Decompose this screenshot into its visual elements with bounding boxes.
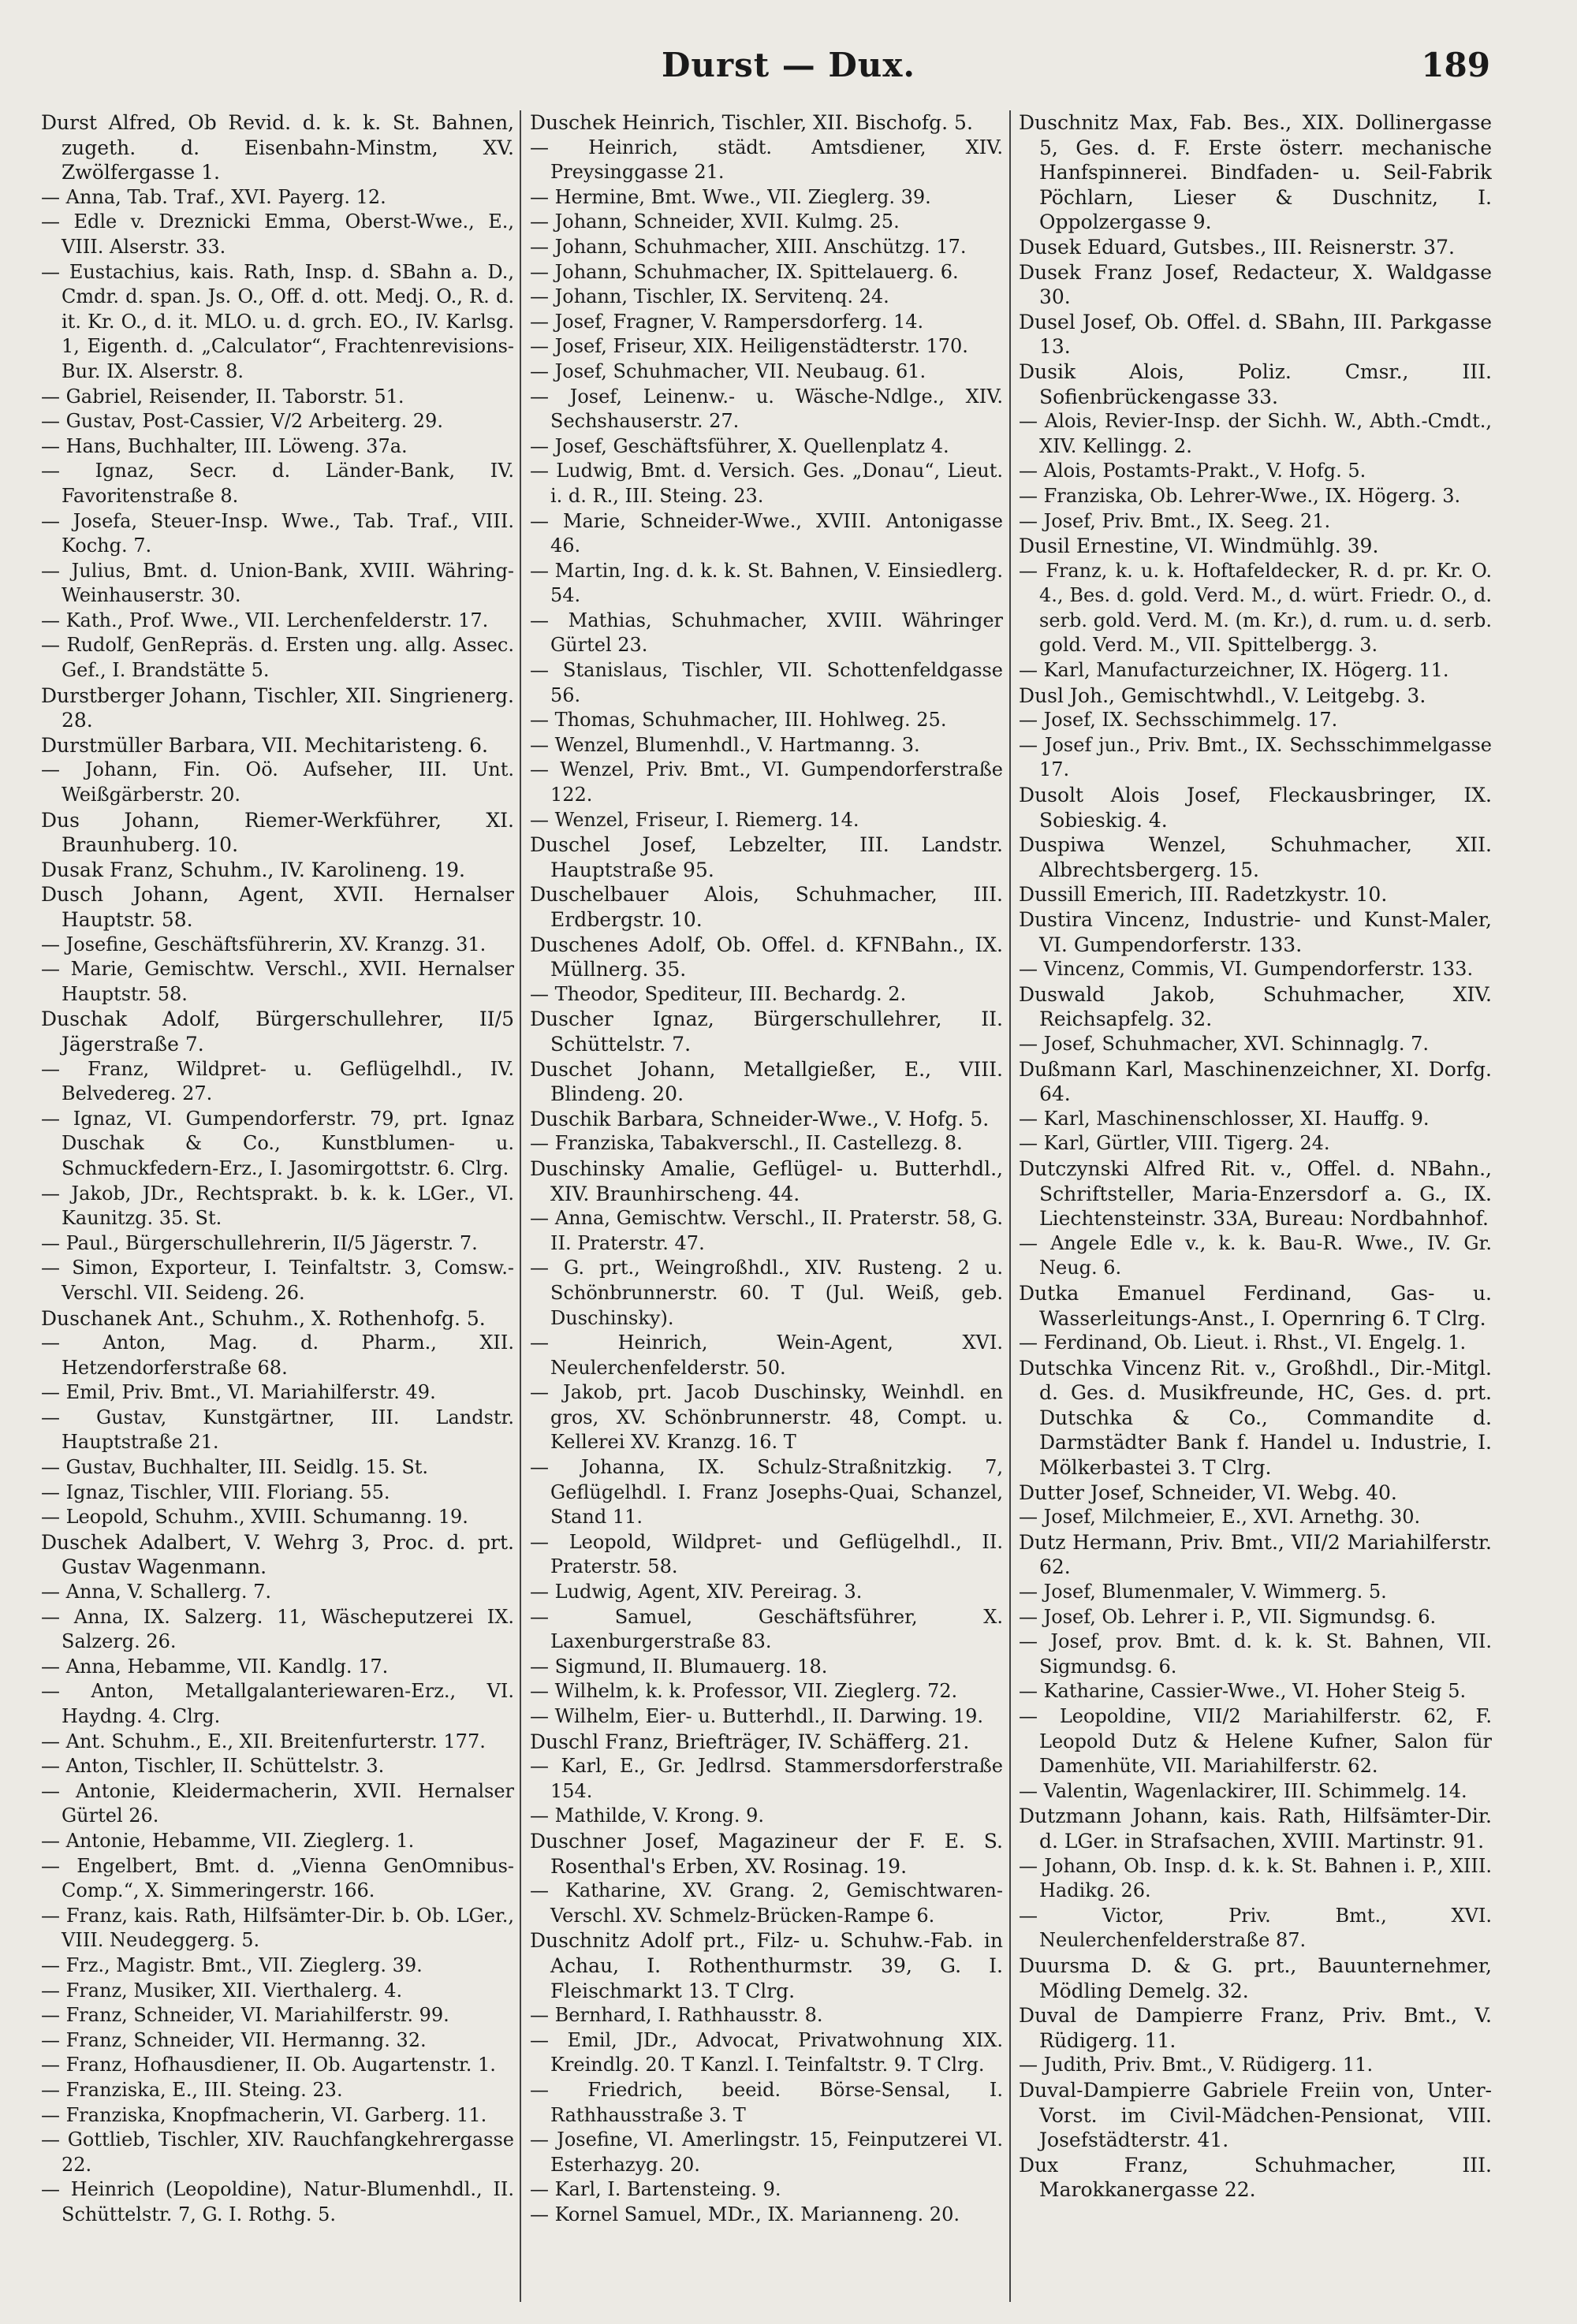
directory-entry: — Josefine, Geschäftsführerin, XV. Kranzg. 31. bbox=[41, 933, 487, 955]
directory-entry: — Antonie, Kleidermacherin, XVII. Hernalser Gürtel 26. bbox=[41, 1779, 514, 1827]
directory-entry: Dutz Hermann, Priv. Bmt., VII/2 Mariahilferstr. 62. bbox=[1019, 1530, 1492, 1579]
directory-entry: — Franziska, E., III. Steing. 23. bbox=[41, 2078, 343, 2101]
directory-entry: — Frz., Magistr. Bmt., VII. Zieglerg. 39. bbox=[41, 1953, 423, 1976]
directory-entry: Duursma D. & G. prt., Bauunternehmer, Mödling Demelg. 32. bbox=[1019, 1953, 1492, 2002]
directory-entry: — Anna, Gemischtw. Verschl., II. Praterstr. 58, G. II. Praterstr. 47. bbox=[530, 1207, 1003, 1254]
directory-entry: — Franz, Musiker, XII. Vierthalerg. 4. bbox=[41, 1979, 403, 2002]
directory-entry: — Gabriel, Reisender, II. Taborstr. 51. bbox=[41, 385, 405, 408]
directory-entry: Dusl Joh., Gemischtwhdl., V. Leitgebg. 3. bbox=[1019, 683, 1426, 707]
directory-entry: — Katharine, XV. Grang. 2, Gemischtwaren-Verschl. XV. Schmelz-Brücken-Rampe 6. bbox=[530, 1879, 1003, 1927]
directory-entry: Duval-Dampierre Gabriele Freiin von, Unter-Vorst. im Civil-Mädchen-Pensionat, VIII. Josefstädterstr. 41. bbox=[1019, 2078, 1492, 2152]
directory-entry: — Martin, Ing. d. k. k. St. Bahnen, V. Einsiedlerg. 54. bbox=[530, 559, 1003, 607]
directory-entry: — Samuel, Geschäftsführer, X. Laxenburgerstraße 83. bbox=[530, 1605, 1003, 1653]
directory-entry: — Paul., Bürgerschullehrerin, II/5 Jägerstr. 7. bbox=[41, 1231, 478, 1254]
directory-entry: — Mathilde, V. Krong. 9. bbox=[530, 1804, 765, 1827]
directory-entry: — Emil, Priv. Bmt., VI. Mariahilferstr. 49. bbox=[41, 1381, 436, 1404]
directory-entry: Duschelbauer Alois, Schuhmacher, III. Erdbergstr. 10. bbox=[530, 883, 1003, 931]
directory-entry: — Johann, Tischler, IX. Servitenq. 24. bbox=[530, 285, 889, 308]
directory-entry: — Gustav, Post-Cassier, V/2 Arbeiterg. 29. bbox=[41, 410, 443, 433]
directory-entry: — Josef, Friseur, XIX. Heiligenstädterstr. 170. bbox=[530, 335, 968, 358]
directory-entry: — Wilhelm, Eier- u. Butterhdl., II. Darwing. 19. bbox=[530, 1705, 984, 1727]
directory-entry: — Josef, Milchmeier, E., XVI. Arnethg. 30. bbox=[1019, 1506, 1421, 1529]
directory-entry: Dutka Emanuel Ferdinand, Gas- u. Wasserleitungs-Anst., I. Opernring 6. T Clrg. bbox=[1019, 1281, 1492, 1330]
directory-entry: — Katharine, Cassier-Wwe., VI. Hoher Steig 5. bbox=[1019, 1680, 1467, 1703]
directory-entry: — Johann, Schuhmacher, XIII. Anschützg. 17. bbox=[530, 235, 967, 258]
directory-entry: Duval de Dampierre Franz, Priv. Bmt., V. Rüdigerg. 11. bbox=[1019, 2004, 1492, 2052]
directory-entry: Dutter Josef, Schneider, VI. Webg. 40. bbox=[1019, 1480, 1397, 1504]
directory-entry: — Wenzel, Friseur, I. Riemerg. 14. bbox=[530, 808, 859, 831]
directory-entry: Duschnitz Max, Fab. Bes., XIX. Dollinergasse 5, Ges. d. F. Erste österr. mechanische Hanfspinnerei. Bindfaden- u. Seil-Fabrik Pöchlarn, Lieser & Duschnitz, I. Oppolzergasse 9. bbox=[1019, 111, 1492, 234]
directory-entry: Duschel Josef, Lebzelter, III. Landstr. Hauptstraße 95. bbox=[530, 833, 1003, 881]
directory-entry: Duschek Adalbert, V. Wehrg 3, Proc. d. prt. Gustav Wagenmann. bbox=[41, 1530, 514, 1579]
directory-entry: — Franz, kais. Rath, Hilfsämter-Dir. b. Ob. LGer., VIII. Neudeggerg. 5. bbox=[41, 1904, 514, 1952]
directory-entry: — Marie, Gemischtw. Verschl., XVII. Hernalser Hauptstr. 58. bbox=[41, 958, 514, 1005]
directory-entry: — Judith, Priv. Bmt., V. Rüdigerg. 11. bbox=[1019, 2054, 1374, 2076]
directory-entry: — Kath., Prof. Wwe., VII. Lerchenfelderstr. 17. bbox=[41, 609, 489, 631]
directory-entry: — G. prt., Weingroßhdl., XIV. Rusteng. 2 u. Schönbrunnerstr. 60. T (Jul. Weiß, geb. Duschinsky). bbox=[530, 1257, 1003, 1329]
column-divider bbox=[1009, 110, 1011, 2302]
directory-entry: — Kornel Samuel, MDr., IX. Marianneng. 20. bbox=[530, 2203, 960, 2225]
directory-entry: — Hermine, Bmt. Wwe., VII. Zieglerg. 39. bbox=[530, 185, 931, 208]
directory-entry: Dutzmann Johann, kais. Rath, Hilfsämter-Dir. d. LGer. in Strafsachen, XVIII. Martinstr. 91. bbox=[1019, 1804, 1492, 1853]
directory-entry: Duschanek Ant., Schuhm., X. Rothenhofg. 5. bbox=[41, 1306, 486, 1330]
directory-entry: Duschet Johann, Metallgießer, E., VIII. Blindeng. 20. bbox=[530, 1057, 1003, 1106]
directory-entry: — Friedrich, beeid. Börse-Sensal, I. Rathhausstraße 3. T bbox=[530, 2078, 1003, 2126]
directory-entry: — Wilhelm, k. k. Professor, VII. Zieglerg. 72. bbox=[530, 1680, 958, 1703]
directory-entry: — Sigmund, II. Blumauerg. 18. bbox=[530, 1655, 828, 1678]
directory-entry: — Josef, Priv. Bmt., IX. Seeg. 21. bbox=[1019, 509, 1331, 532]
directory-entry: — Gustav, Kunstgärtner, III. Landstr. Hauptstraße 21. bbox=[41, 1406, 514, 1454]
directory-entry: — Hans, Buchhalter, III. Löweng. 37a. bbox=[41, 434, 408, 457]
directory-entry: Dussill Emerich, III. Radetzkystr. 10. bbox=[1019, 883, 1388, 907]
directory-entry: — Josef, Ob. Lehrer i. P., VII. Sigmundsg. 6. bbox=[1019, 1605, 1437, 1628]
directory-entry: — Stanislaus, Tischler, VII. Schottenfeldgasse 56. bbox=[530, 659, 1003, 706]
column-divider bbox=[520, 110, 521, 2302]
column-right bbox=[1019, 110, 1492, 2302]
directory-entry: — Leopoldine, VII/2 Mariahilferstr. 62, F. Leopold Dutz & Helene Kufner, Salon für Damenhüte, VII. Mariahilferstr. 62. bbox=[1019, 1705, 1492, 1778]
column-left bbox=[41, 110, 514, 2302]
directory-entry: — Josefa, Steuer-Insp. Wwe., Tab. Traf., VIII. Kochg. 7. bbox=[41, 509, 514, 557]
directory-entry: — Karl, E., Gr. Jedlrsd. Stammersdorferstraße 154. bbox=[530, 1755, 1003, 1802]
directory-entry: — Heinrich (Leopoldine), Natur-Blumenhdl., II. Schüttelstr. 7, G. I. Rothg. 5. bbox=[41, 2178, 514, 2225]
directory-entry: — Josef, Schuhmacher, XVI. Schinnaglg. 7. bbox=[1019, 1032, 1429, 1055]
directory-entry: — Johann, Schneider, XVII. Kulmg. 25. bbox=[530, 210, 900, 233]
directory-entry: — Gustav, Buchhalter, III. Seidlg. 15. St. bbox=[41, 1456, 429, 1479]
directory-entry: — Josef, Fragner, V. Rampersdorferg. 14. bbox=[530, 310, 924, 333]
directory-entry: — Josefine, VI. Amerlingstr. 15, Feinputzerei VI. Esterhazyg. 20. bbox=[530, 2128, 1003, 2176]
directory-entry: — Alois, Revier-Insp. der Sichh. W., Abth.-Cmdt., XIV. Kellingg. 2. bbox=[1019, 410, 1492, 457]
directory-entry: Dusil Ernestine, VI. Windmühlg. 39. bbox=[1019, 534, 1379, 558]
directory-entry: — Ferdinand, Ob. Lieut. i. Rhst., VI. Engelg. 1. bbox=[1019, 1331, 1467, 1354]
directory-entry: — Anton, Mag. d. Pharm., XII. Hetzendorferstraße 68. bbox=[41, 1331, 514, 1379]
directory-entry: — Marie, Schneider-Wwe., XVIII. Antonigasse 46. bbox=[530, 509, 1003, 557]
directory-entry: Duswald Jakob, Schuhmacher, XIV. Reichsapfelg. 32. bbox=[1019, 982, 1492, 1031]
directory-entry: Dutczynski Alfred Rit. v., Offel. d. NBahn., Schriftsteller, Maria-Enzersdorf a. G., IX. Liechtensteinstr. 33A, Bureau: Nordbahnhof. bbox=[1019, 1156, 1492, 1231]
directory-entry: Dustira Vincenz, Industrie- und Kunst-Maler, VI. Gumpendorferstr. 133. bbox=[1019, 908, 1492, 956]
directory-entry: — Rudolf, GenRepräs. d. Ersten ung. allg. Assec. Gef., I. Brandstätte 5. bbox=[41, 634, 514, 682]
directory-entry: — Josef, Leinenw.- u. Wäsche-Ndlge., XIV. Sechshauserstr. 27. bbox=[530, 385, 1003, 433]
directory-entry: — Jakob, JDr., Rechtsprakt. b. k. k. LGer., VI. Kaunitzg. 35. St. bbox=[41, 1182, 514, 1230]
directory-entry: — Vincenz, Commis, VI. Gumpendorferstr. 133. bbox=[1019, 958, 1474, 981]
directory-entry: Durstberger Johann, Tischler, XII. Singrienerg. 28. bbox=[41, 683, 514, 732]
directory-entry: — Johanna, IX. Schulz-Straßnitzkig. 7, Geflügelhdl. I. Franz Josephs-Quai, Schanzel, Stand 11. bbox=[530, 1456, 1003, 1529]
directory-entry: — Anna, Tab. Traf., XVI. Payerg. 12. bbox=[41, 185, 386, 208]
directory-entry: Duschl Franz, Briefträger, IV. Schäfferg. 21. bbox=[530, 1730, 970, 1753]
directory-entry: Duschinsky Amalie, Geflügel- u. Butterhdl., XIV. Braunhirscheng. 44. bbox=[530, 1156, 1003, 1205]
directory-entry: — Ignaz, VI. Gumpendorferstr. 79, prt. Ignaz Duschak & Co., Kunstblumen- u. Schmuckfedern-Erz., I. Jasomirgottstr. 6. Clrg. bbox=[41, 1107, 514, 1179]
directory-entry: Dusak Franz, Schuhm., IV. Karolineng. 19. bbox=[41, 858, 466, 881]
directory-entry: — Johann, Fin. Oö. Aufseher, III. Unt. Weißgärberstr. 20. bbox=[41, 758, 514, 806]
directory-entry: Durstmüller Barbara, VII. Mechitaristeng. 6. bbox=[41, 733, 488, 757]
directory-entry: — Gottlieb, Tischler, XIV. Rauchfangkehrergasse 22. bbox=[41, 2128, 514, 2176]
running-header: Durst — Dux. bbox=[662, 46, 915, 84]
column-middle bbox=[530, 110, 1003, 2302]
directory-entry: — Johann, Ob. Insp. d. k. k. St. Bahnen i. P., XIII. Hadikg. 26. bbox=[1019, 1854, 1492, 1902]
directory-entry: — Josef, IX. Sechsschimmelg. 17. bbox=[1019, 709, 1338, 732]
directory-entry: — Alois, Postamts-Prakt., V. Hofg. 5. bbox=[1019, 460, 1366, 482]
directory-entry: — Engelbert, Bmt. d. „Vienna GenOmnibus-Comp.“, X. Simmeringerstr. 166. bbox=[41, 1854, 514, 1902]
directory-entry: — Franz, Hofhausdiener, II. Ob. Augartenstr. 1. bbox=[41, 2054, 496, 2076]
directory-entry: — Anna, Hebamme, VII. Kandlg. 17. bbox=[41, 1655, 389, 1678]
directory-entry: — Emil, JDr., Advocat, Privatwohnung XIX. Kreindlg. 20. T Kanzl. I. Teinfaltstr. 9. T Clrg. bbox=[530, 2028, 1003, 2076]
directory-entry: — Josef, Blumenmaler, V. Wimmerg. 5. bbox=[1019, 1581, 1387, 1603]
directory-entry: Duscher Ignaz, Bürgerschullehrer, II. Schüttelstr. 7. bbox=[530, 1007, 1003, 1056]
directory-entry: — Ignaz, Secr. d. Länder-Bank, IV. Favoritenstraße 8. bbox=[41, 460, 514, 507]
directory-entry: — Mathias, Schuhmacher, XVIII. Währinger Gürtel 23. bbox=[530, 609, 1003, 657]
directory-entry: — Johann, Schuhmacher, IX. Spittelauerg. 6. bbox=[530, 260, 959, 283]
directory-entry: Dus Johann, Riemer-Werkführer, XI. Braunhuberg. 10. bbox=[41, 808, 514, 857]
directory-entry: — Simon, Exporteur, I. Teinfaltstr. 3, Comsw.-Verschl. VII. Seideng. 26. bbox=[41, 1257, 514, 1304]
directory-entry: Dutschka Vincenz Rit. v., Großhdl., Dir.-Mitgl. d. Ges. d. Musikfreunde, HC, Ges. d. prt. Dutschka & Co., Commandite d. Darmstädter Bank f. Handel u. Industrie, I. Mölkerbastei 3. T Clrg. bbox=[1019, 1356, 1492, 1480]
directory-entry: — Franz, Schneider, VII. Hermanng. 32. bbox=[41, 2028, 427, 2051]
directory-entry: Dusolt Alois Josef, Fleckausbringer, IX. Sobieskig. 4. bbox=[1019, 784, 1492, 832]
directory-entry: — Theodor, Spediteur, III. Bechardg. 2. bbox=[530, 982, 907, 1005]
directory-entry: Duschenes Adolf, Ob. Offel. d. KFNBahn., IX. Müllnerg. 35. bbox=[530, 933, 1003, 981]
directory-entry: Duschnitz Adolf prt., Filz- u. Schuhw.-Fab. in Achau, I. Rothenthurmstr. 39, G. I. Fleischmarkt 13. T Clrg. bbox=[530, 1929, 1003, 2002]
directory-entry: Duspiwa Wenzel, Schuhmacher, XII. Albrechtsbergerg. 15. bbox=[1019, 833, 1492, 881]
directory-entry: — Franz, k. u. k. Hoftafeldecker, R. d. pr. Kr. O. 4., Bes. d. gold. Verd. M., d. würt. Friedr. O., d. serb. gold. Verd. M. (m. Kr.), d. rum. u. d. serb. gold. Verd. M., VII. Spittelbergg. 3. bbox=[1019, 559, 1492, 657]
directory-entry: — Angele Edle v., k. k. Bau-R. Wwe., IV. Gr. Neug. 6. bbox=[1019, 1231, 1492, 1279]
directory-entry: — Josef, prov. Bmt. d. k. k. St. Bahnen, VII. Sigmundsg. 6. bbox=[1019, 1630, 1492, 1678]
directory-entry: Duschner Josef, Magazineur der F. E. S. Rosenthal's Erben, XV. Rosinag. 19. bbox=[530, 1829, 1003, 1878]
directory-entry: — Wenzel, Priv. Bmt., VI. Gumpendorferstraße 122. bbox=[530, 758, 1003, 806]
directory-entry: — Ludwig, Agent, XIV. Pereirag. 3. bbox=[530, 1581, 863, 1603]
directory-entry: — Heinrich, städt. Amtsdiener, XIV. Preysinggasse 21. bbox=[530, 136, 1003, 184]
directory-entry: — Franziska, Ob. Lehrer-Wwe., IX. Högerg. 3. bbox=[1019, 484, 1461, 507]
directory-entry: — Anna, V. Schallerg. 7. bbox=[41, 1581, 272, 1603]
page-number: 189 bbox=[1421, 46, 1490, 84]
directory-entry: — Franziska, Tabakverschl., II. Castellezg. 8. bbox=[530, 1132, 963, 1155]
directory-entry: Dux Franz, Schuhmacher, III. Marokkanergasse 22. bbox=[1019, 2153, 1492, 2202]
directory-entry: Dusel Josef, Ob. Offel. d. SBahn, III. Parkgasse 13. bbox=[1019, 310, 1492, 359]
directory-entry: — Karl, Gürtler, VIII. Tigerg. 24. bbox=[1019, 1132, 1330, 1155]
directory-entry: — Karl, Manufacturzeichner, IX. Högerg. 11. bbox=[1019, 659, 1449, 682]
directory-entry: — Anton, Tischler, II. Schüttelstr. 3. bbox=[41, 1755, 385, 1778]
directory-entry: — Valentin, Wagenlackirer, III. Schimmelg. 14. bbox=[1019, 1779, 1467, 1802]
directory-entry: Dusch Johann, Agent, XVII. Hernalser Hauptstr. 58. bbox=[41, 883, 514, 931]
directory-entry: — Anna, IX. Salzerg. 11, Wäscheputzerei IX. Salzerg. 26. bbox=[41, 1605, 514, 1653]
directory-entry: — Thomas, Schuhmacher, III. Hohlweg. 25. bbox=[530, 709, 947, 732]
directory-entry: — Jakob, prt. Jacob Duschinsky, Weinhdl. en gros, XV. Schönbrunnerstr. 48, Compt. u. Kellerei XV. Kranzg. 16. T bbox=[530, 1381, 1003, 1454]
directory-entry: — Karl, I. Bartensteing. 9. bbox=[530, 2178, 781, 2201]
directory-entry: — Heinrich, Wein-Agent, XVI. Neulerchenfelderstr. 50. bbox=[530, 1331, 1003, 1379]
directory-entry: — Leopold, Wildpret- und Geflügelhdl., II. Praterstr. 58. bbox=[530, 1530, 1003, 1578]
directory-entry: — Josef, Geschäftsführer, X. Quellenplatz 4. bbox=[530, 434, 949, 457]
directory-entry: — Bernhard, I. Rathhausstr. 8. bbox=[530, 2004, 823, 2027]
directory-entry: Dusik Alois, Poliz. Cmsr., III. Sofienbrückengasse 33. bbox=[1019, 359, 1492, 408]
directory-entry: — Franziska, Knopfmacherin, VI. Garberg. 11. bbox=[41, 2103, 487, 2126]
directory-entry: — Julius, Bmt. d. Union-Bank, XVIII. Währing-Weinhauserstr. 30. bbox=[41, 559, 514, 607]
directory-entry: — Eustachius, kais. Rath, Insp. d. SBahn a. D., Cmdr. d. span. Js. O., Off. d. ott. Medj. O., R. d. it. Kr. O., d. it. MLO. u. d. grch. EO., IV. Karlsg. 1, Eigenth. d. „Calculator“, Frachtenrevisions-Bur. IX. Alserstr. 8. bbox=[41, 260, 514, 382]
directory-entry: — Franz, Wildpret- u. Geflügelhdl., IV. Belvedereg. 27. bbox=[41, 1057, 514, 1105]
directory-entry: — Leopold, Schuhm., XVIII. Schumanng. 19. bbox=[41, 1506, 468, 1529]
directory-entry: — Anton, Metallgalanteriewaren-Erz., VI. Haydng. 4. Clrg. bbox=[41, 1680, 514, 1727]
directory-entry: — Ant. Schuhm., E., XII. Breitenfurterstr. 177. bbox=[41, 1730, 486, 1752]
directory-entry: — Franz, Schneider, VI. Mariahilferstr. 99. bbox=[41, 2004, 449, 2027]
directory-entry: — Karl, Maschinenschlosser, XI. Hauffg. 9. bbox=[1019, 1107, 1430, 1130]
directory-entry: Duschek Heinrich, Tischler, XII. Bischofg. 5. bbox=[530, 111, 973, 134]
directory-entry: Durst Alfred, Ob Revid. d. k. k. St. Bahnen, zugeth. d. Eisenbahn-Minstm, XV. Zwölfergasse 1. bbox=[41, 111, 514, 184]
directory-entry: Dusek Eduard, Gutsbes., III. Reisnerstr. 37. bbox=[1019, 235, 1455, 259]
directory-entry: — Wenzel, Blumenhdl., V. Hartmanng. 3. bbox=[530, 733, 920, 756]
directory-entry: — Ludwig, Bmt. d. Versich. Ges. „Donau“, Lieut. i. d. R., III. Steing. 23. bbox=[530, 460, 1003, 507]
directory-entry: — Edle v. Dreznicki Emma, Oberst-Wwe., E., VIII. Alserstr. 33. bbox=[41, 210, 514, 258]
directory-entry: Dußmann Karl, Maschinenzeichner, XI. Dorfg. 64. bbox=[1019, 1057, 1492, 1106]
directory-entry: Dusek Franz Josef, Redacteur, X. Waldgasse 30. bbox=[1019, 260, 1492, 309]
directory-entry: — Victor, Priv. Bmt., XVI. Neulerchenfelderstraße 87. bbox=[1019, 1904, 1492, 1952]
directory-entry: — Josef jun., Priv. Bmt., IX. Sechsschimmelgasse 17. bbox=[1019, 733, 1492, 781]
directory-entry: — Ignaz, Tischler, VIII. Floriang. 55. bbox=[41, 1480, 390, 1503]
directory-entry: — Josef, Schuhmacher, VII. Neubaug. 61. bbox=[530, 359, 926, 382]
directory-entry: Duschik Barbara, Schneider-Wwe., V. Hofg. 5. bbox=[530, 1107, 990, 1130]
directory-entry: Duschak Adolf, Bürgerschullehrer, II/5 Jägerstraße 7. bbox=[41, 1007, 514, 1056]
directory-entry: — Antonie, Hebamme, VII. Zieglerg. 1. bbox=[41, 1829, 415, 1852]
